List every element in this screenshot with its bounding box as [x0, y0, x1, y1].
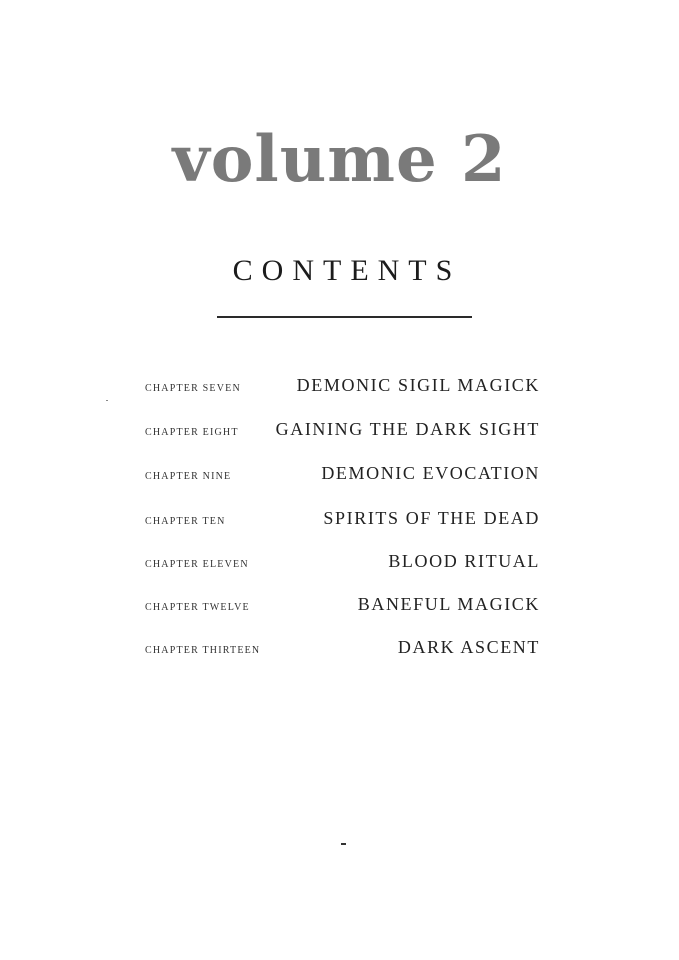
- chapter-number: CHAPTER THIRTEEN: [145, 645, 261, 656]
- heading-divider: [217, 316, 472, 318]
- chapter-number: CHAPTER TWELVE: [145, 602, 250, 613]
- volume-title: volume 2: [172, 122, 507, 197]
- contents-heading: CONTENTS: [232, 254, 462, 287]
- chapter-number: CHAPTER EIGHT: [145, 427, 239, 438]
- chapter-number: CHAPTER NINE: [145, 471, 232, 482]
- toc-entry: [145, 636, 540, 660]
- chapter-number: CHAPTER SEVEN: [145, 383, 241, 394]
- chapter-title: GAINING THE DARK SIGHT: [275, 419, 540, 439]
- scan-speck: [341, 843, 346, 845]
- chapter-number: CHAPTER ELEVEN: [145, 559, 249, 570]
- chapter-title: DEMONIC EVOCATION: [321, 463, 540, 483]
- chapter-title: SPIRITS OF THE DEAD: [323, 508, 540, 528]
- toc-entry: [145, 418, 540, 442]
- chapter-title: BLOOD RITUAL: [388, 551, 540, 571]
- scan-speck: [106, 400, 108, 401]
- chapter-title: DEMONIC SIGIL MAGICK: [296, 375, 540, 395]
- toc-entry: [145, 593, 540, 617]
- toc-entry: [145, 462, 540, 486]
- chapter-title: BANEFUL MAGICK: [357, 594, 540, 614]
- toc-entry: [145, 550, 540, 574]
- toc-entry: [145, 374, 540, 398]
- chapter-number: CHAPTER TEN: [145, 516, 226, 527]
- toc-entry: [145, 507, 540, 531]
- chapter-title: DARK ASCENT: [397, 637, 540, 657]
